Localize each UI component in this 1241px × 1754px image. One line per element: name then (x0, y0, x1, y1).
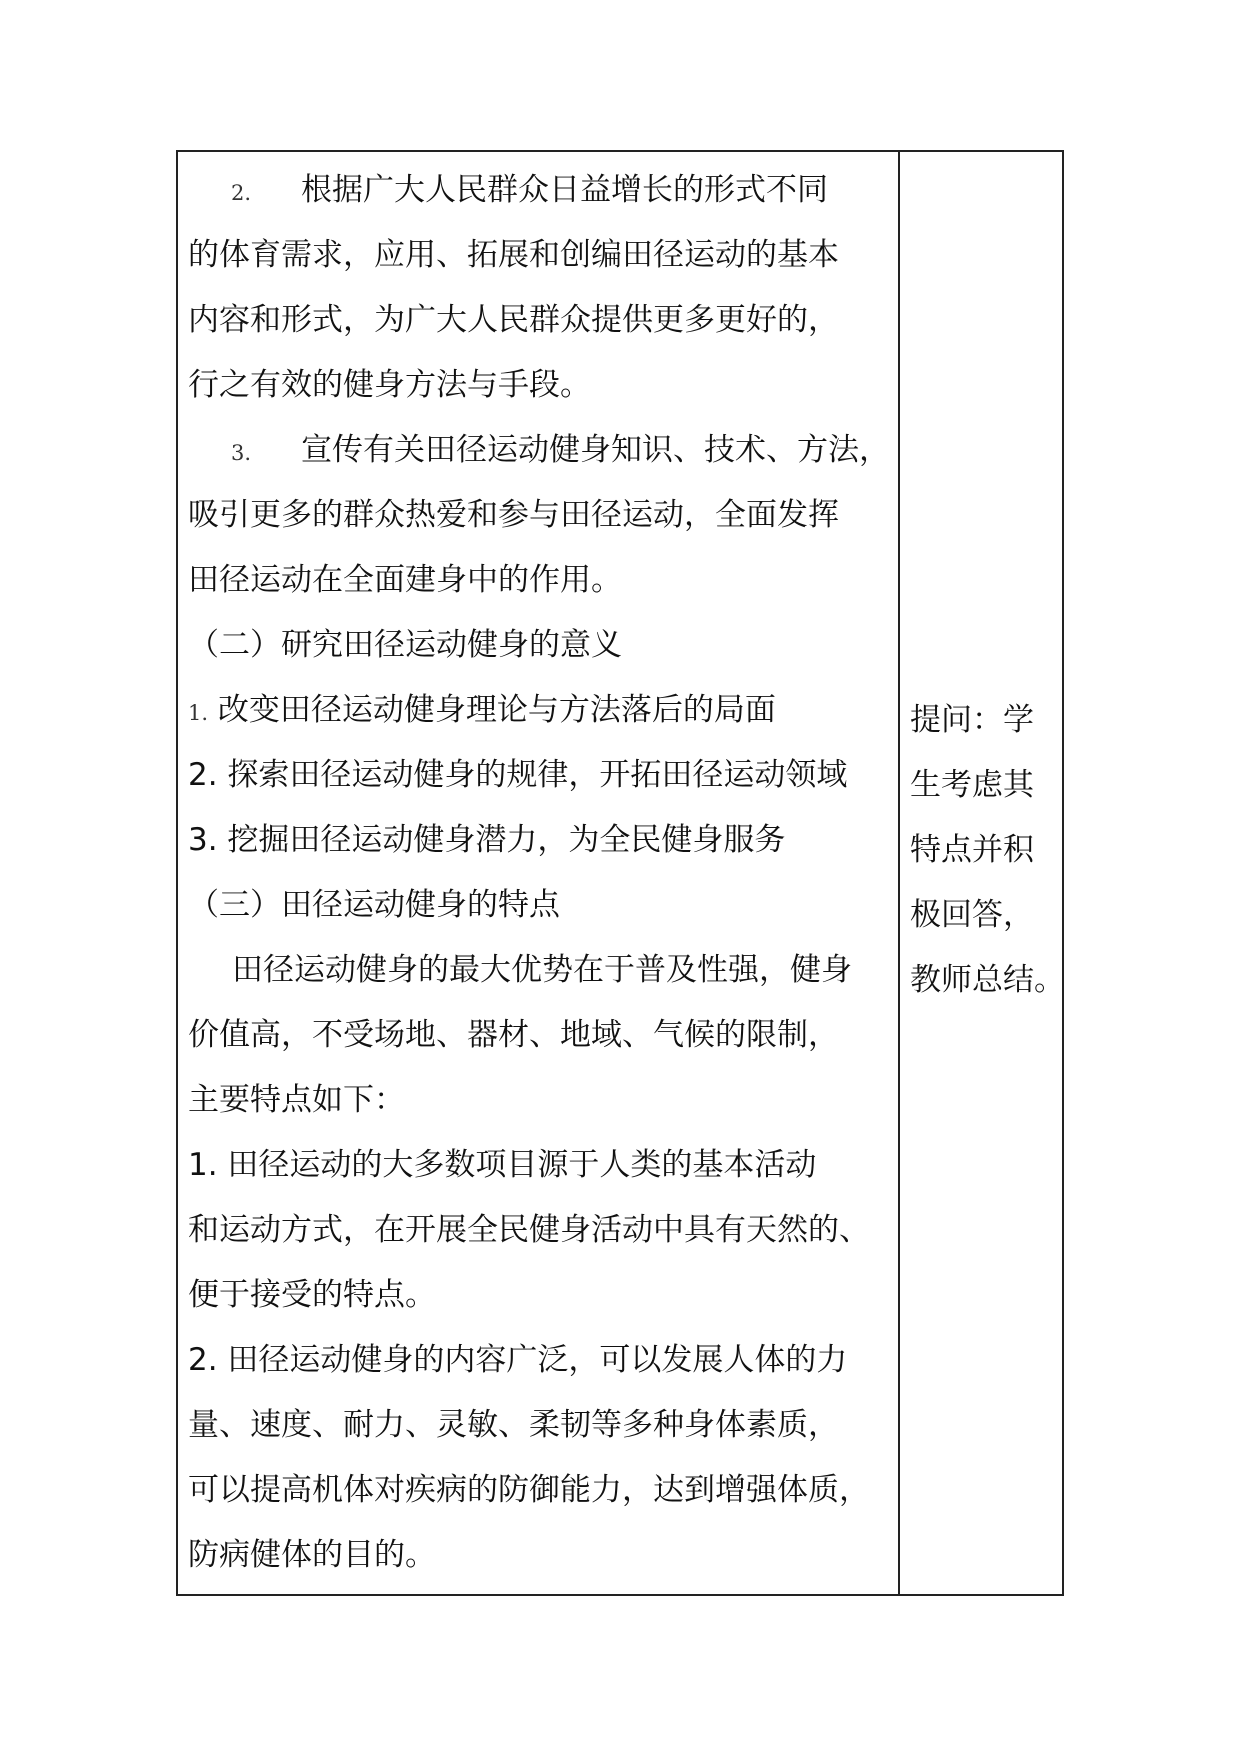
para2-line1: 3. 宣传有关田径运动健身知识、技术、方法， (188, 430, 894, 470)
para2-number: 3. (231, 441, 252, 465)
content-column (178, 152, 900, 1594)
feature2-line3: 可以提高机体对疾病的防御能力，达到增强体质， (188, 1472, 870, 1508)
feature2-line2: 量、速度、耐力、灵敏、柔韧等多种身体素质， (188, 1407, 839, 1443)
activity-line1: 提问：学 (910, 702, 1034, 738)
feature2-line1: 2. 田径运动健身的内容广泛，可以发展人体的力 (188, 1342, 848, 1378)
features-intro-line1: 田径运动健身的最大优势在于普及性强，健身 (232, 952, 852, 988)
para1-number: 2. (231, 181, 252, 205)
feature2-line4: 防病健体的目的。 (188, 1537, 436, 1573)
para1-line2: 的体育需求，应用、拓展和创编田径运动的基本 (188, 237, 839, 273)
feature1-line1: 1. 田径运动的大多数项目源于人类的基本活动 (188, 1147, 817, 1183)
para2-line2: 吸引更多的群众热爱和参与田径运动，全面发挥 (188, 497, 839, 533)
section-heading-3: （三）田径运动健身的特点 (188, 887, 560, 923)
para2-line3: 田径运动在全面建身中的作用。 (188, 562, 622, 598)
activity-column (900, 152, 1065, 1594)
para1-line4: 行之有效的健身方法与手段。 (188, 367, 591, 403)
activity-line2: 生考虑其 (910, 767, 1034, 803)
lesson-table (176, 150, 1064, 1596)
activity-line3: 特点并积 (910, 832, 1034, 868)
para1-line1: 2. 根据广大人民群众日益增长的形式不同 (188, 170, 894, 210)
feature1-line2: 和运动方式，在开展全民健身活动中具有天然的、 (188, 1212, 870, 1248)
features-intro-line2: 价值高，不受场地、器材、地域、气候的限制， (188, 1017, 839, 1053)
meaning-item-3: 3. 挖掘田径运动健身潜力，为全民健身服务 (188, 822, 786, 858)
meaning-item-2: 2. 探索田径运动健身的规律，开拓田径运动领域 (188, 757, 848, 793)
para1-line3: 内容和形式，为广大人民群众提供更多更好的， (188, 302, 839, 338)
feature1-line3: 便于接受的特点。 (188, 1277, 436, 1313)
meaning-item-1: 1. 改变田径运动健身理论与方法落后的局面 (188, 692, 776, 728)
features-intro-line3: 主要特点如下： (188, 1082, 405, 1118)
section-heading-2: （二）研究田径运动健身的意义 (188, 627, 622, 663)
activity-line4: 极回答， (910, 897, 1034, 933)
activity-line5: 教师总结。 (910, 962, 1065, 998)
